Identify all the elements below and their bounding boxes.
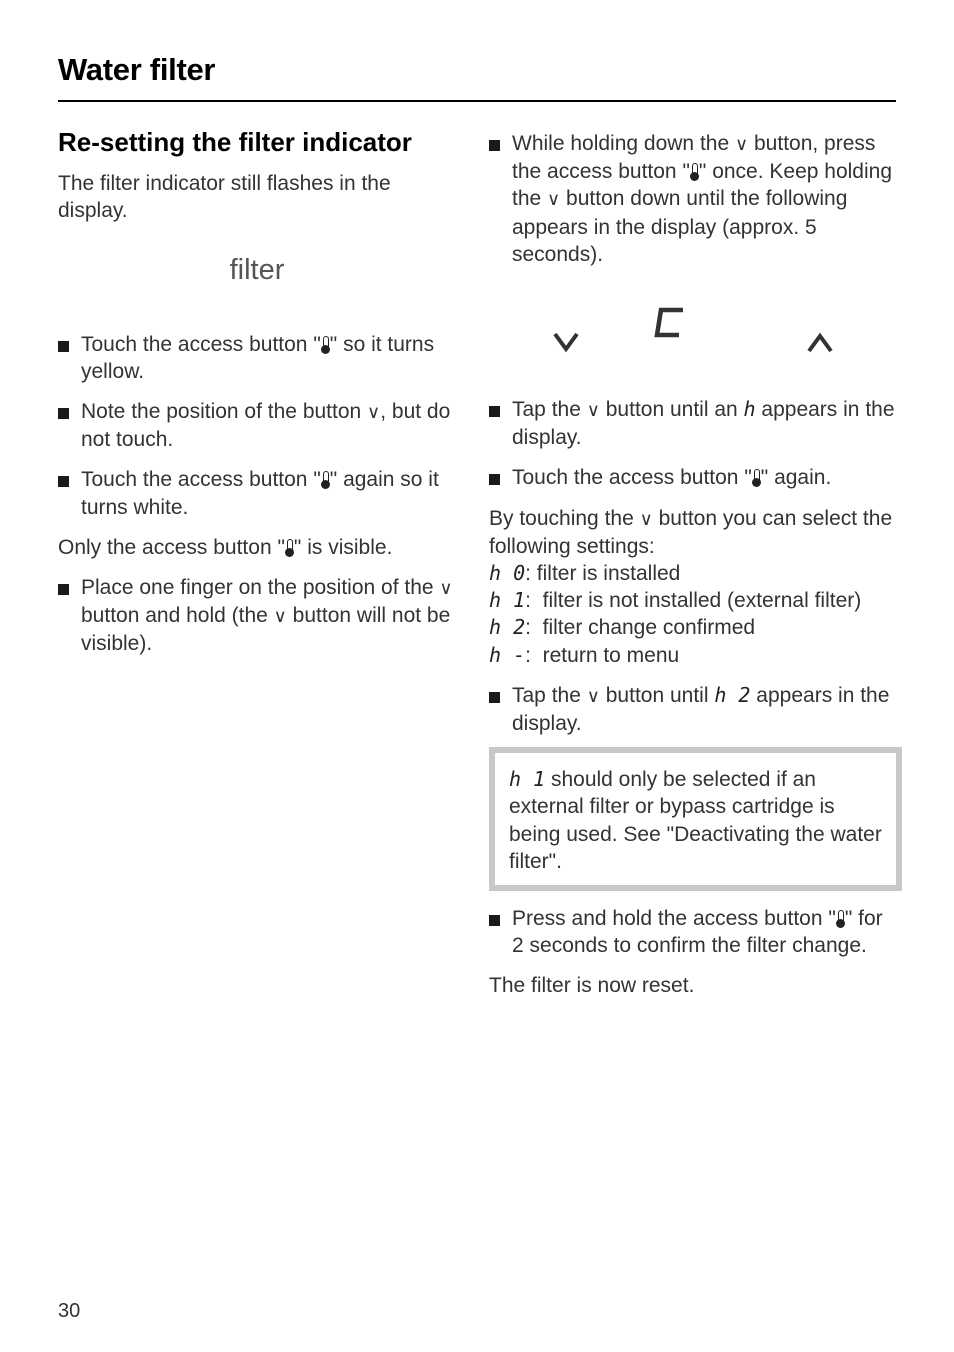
chevron-down-icon [555, 334, 577, 349]
filter-display-indicator: filter [229, 254, 285, 287]
list-item: Touch the access button " " again. [489, 464, 899, 491]
list-item: Tap the ∨ button until h 2 appears in the display. [489, 682, 899, 737]
only-visible-paragraph: Only the access button " " is visible. [58, 535, 393, 559]
list-item: Place one finger on the position of the ∨ button and hold (the ∨ button will not be visible). [58, 574, 458, 658]
bullet-square-icon [58, 476, 69, 487]
thermometer-icon [321, 471, 330, 488]
segment-code: h [743, 397, 756, 422]
chevron-down-icon: ∨ [734, 134, 749, 155]
intro-paragraph: The filter indicator still flashes in the display. [58, 172, 391, 223]
chevron-down-icon: ∨ [367, 402, 381, 424]
settings-list [489, 560, 899, 669]
bullet-square-icon [489, 406, 500, 417]
setting-row: h -: return to menu [489, 642, 680, 667]
display-symbols [489, 278, 899, 388]
setting-row: h 0: filter is installed [489, 561, 681, 586]
setting-row: h 1: filter is not installed (external filter) [489, 588, 862, 613]
chevron-down-icon: ∨ [273, 606, 287, 628]
list-item: Press and hold the access button " " for 2 seconds to confirm the filter change. [489, 905, 899, 959]
bullet-square-icon [489, 140, 500, 151]
bullet-square-icon [489, 692, 500, 703]
settings-intro: By touching the ∨ button you can select the following settings: [489, 506, 893, 558]
page-title: Water filter [58, 52, 216, 87]
setting-row: h 2: filter change confirmed [489, 615, 756, 640]
list-item: While holding down the ∨ button, press the access button " " once. Keep holding the ∨ button down until the following appears in the display (approx. 5 seconds). [489, 130, 899, 268]
list-item: Note the position of the button ∨, but do not touch. [58, 398, 458, 453]
closing-paragraph: The filter is now reset. [489, 974, 695, 998]
bullet-square-icon [58, 341, 69, 352]
list-item: Touch the access button " " so it turns yellow. [58, 331, 458, 385]
right-column [489, 126, 899, 1000]
bullet-square-icon [489, 915, 500, 926]
thermometer-icon [321, 336, 330, 353]
bullet-square-icon [58, 408, 69, 419]
thermometer-icon [690, 163, 699, 180]
left-column [58, 126, 458, 658]
segment-code: h 2 [489, 615, 526, 640]
section-heading: Re-setting the filter indicator [58, 127, 412, 157]
title-divider [58, 100, 896, 102]
chevron-down-icon: ∨ [439, 578, 453, 600]
segment-code: h - [489, 642, 526, 667]
list-item: Touch the access button " " again so it turns white. [58, 466, 458, 520]
note-box: h 1 should only be selected if an external filter or bypass cartridge is being used. See "Deactivating the water filter". [489, 747, 902, 891]
segment-code: h 1 [509, 767, 546, 792]
chevron-down-icon: ∨ [586, 400, 600, 422]
segment-code: h 2 [714, 682, 751, 707]
chevron-down-icon: ∨ [639, 508, 653, 530]
segment-code: h 0 [489, 561, 526, 586]
thermometer-icon [285, 539, 294, 556]
chevron-up-icon [809, 336, 831, 351]
page-number: 30 [58, 1300, 81, 1322]
thermometer-icon [752, 469, 761, 486]
chevron-down-icon: ∨ [547, 189, 561, 211]
display-panel [489, 278, 899, 388]
list-item: Tap the ∨ button until an h appears in the display. [489, 396, 899, 451]
thermometer-icon [836, 910, 845, 927]
chevron-down-icon: ∨ [586, 685, 600, 707]
bullet-square-icon [489, 474, 500, 485]
bullet-square-icon [58, 584, 69, 595]
segment-code: h 1 [489, 588, 526, 613]
segment-c-icon [657, 310, 683, 335]
